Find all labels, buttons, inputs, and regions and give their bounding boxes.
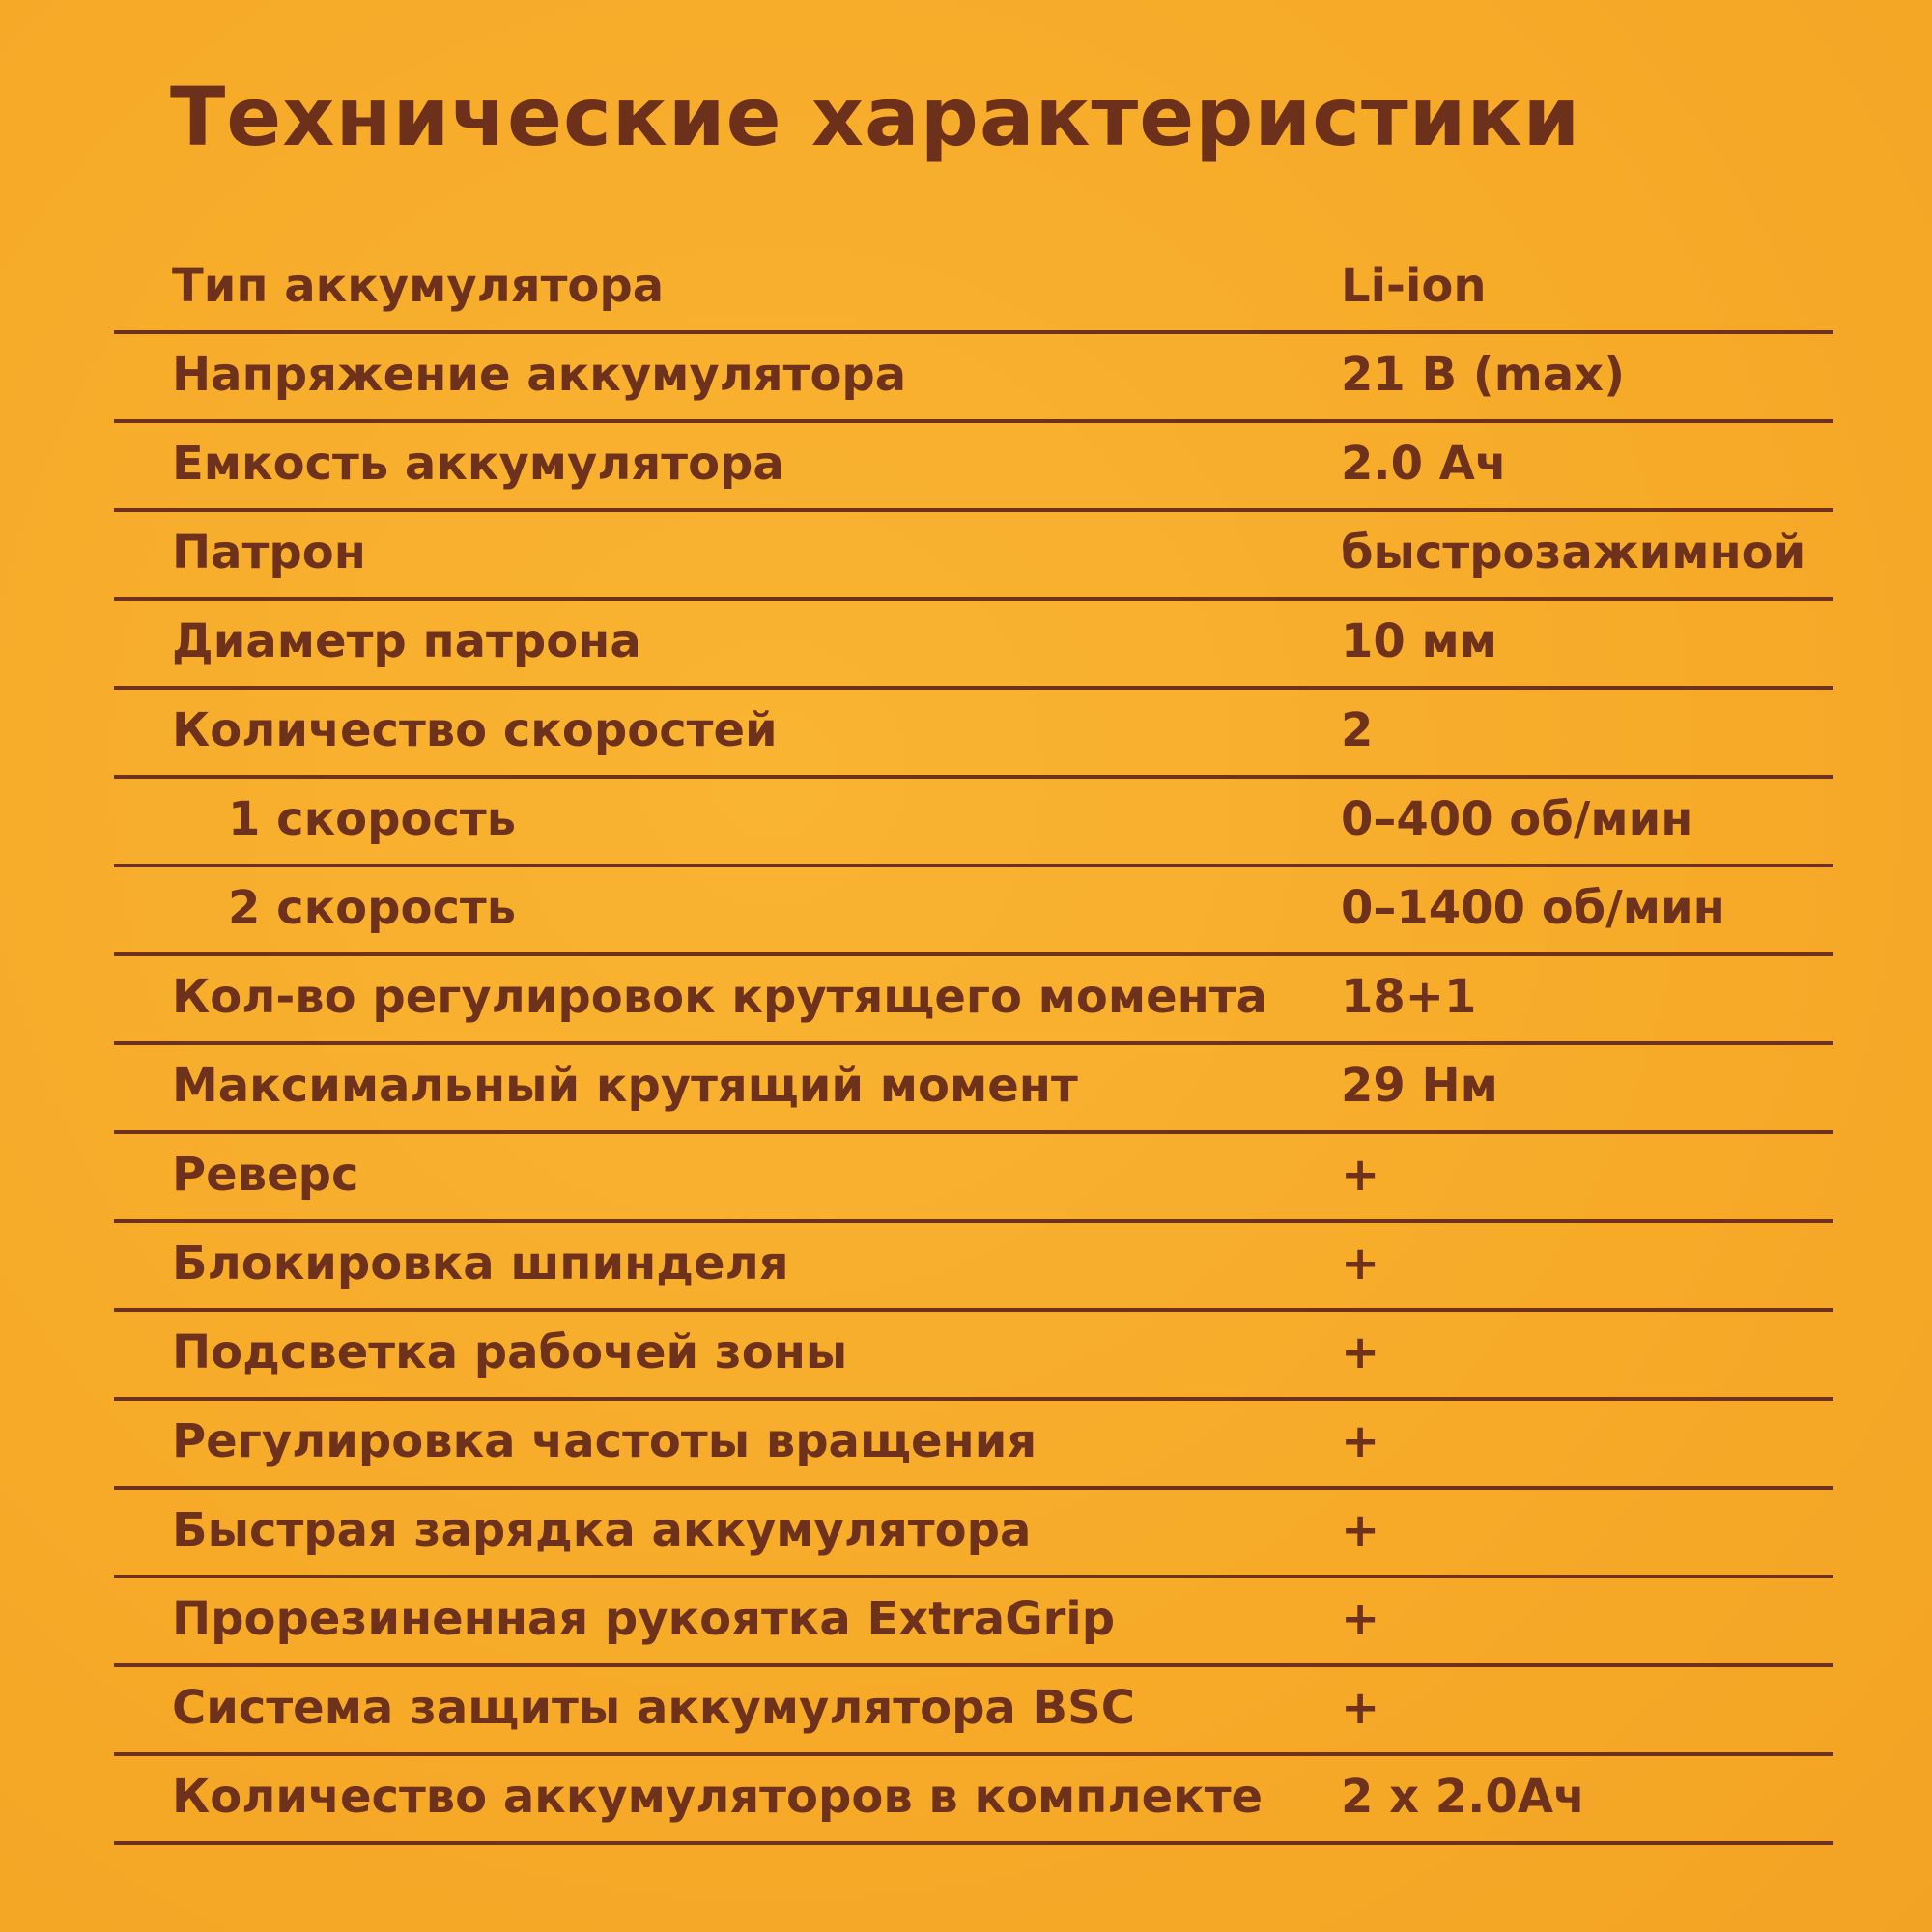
spec-label: Реверс: [172, 1148, 359, 1202]
spec-value: +: [1341, 1236, 1380, 1291]
spec-label: Система защиты аккумулятора BSC: [172, 1681, 1135, 1735]
spec-label: Быстрая зарядка аккумулятора: [172, 1503, 1032, 1557]
spec-table: [114, 245, 1833, 1845]
spec-label: Количество аккумуляторов в комплекте: [172, 1770, 1264, 1824]
spec-value: 21 В (max): [1341, 348, 1626, 402]
spec-row-chuck: [114, 512, 1833, 601]
spec-value: +: [1341, 1414, 1380, 1468]
spec-value: +: [1341, 1681, 1380, 1735]
spec-value: +: [1341, 1592, 1380, 1646]
spec-label: Напряжение аккумулятора: [172, 348, 907, 402]
spec-value: быстрозажимной: [1341, 526, 1806, 580]
spec-row-battery-protection: [114, 1667, 1833, 1756]
spec-label: Подсветка рабочей зоны: [172, 1325, 848, 1379]
spec-value: 0–400 об/мин: [1341, 792, 1693, 846]
spec-label: Тип аккумулятора: [172, 259, 665, 313]
spec-row-reverse: [114, 1134, 1833, 1223]
spec-label: Емкость аккумулятора: [172, 437, 784, 491]
spec-value: 18+1: [1341, 970, 1477, 1024]
spec-label: Кол-во регулировок крутящего момента: [172, 970, 1268, 1024]
spec-value: Li-ion: [1341, 259, 1487, 313]
spec-label: Блокировка шпинделя: [172, 1236, 789, 1291]
spec-value: 29 Нм: [1341, 1059, 1498, 1113]
spec-label: Патрон: [172, 526, 366, 580]
spec-value: +: [1341, 1148, 1380, 1202]
spec-row-rubber-grip: [114, 1578, 1833, 1667]
spec-value: 0–1400 об/мин: [1341, 881, 1725, 935]
spec-row-battery-voltage: [114, 334, 1833, 423]
spec-value: +: [1341, 1503, 1380, 1557]
spec-value: +: [1341, 1325, 1380, 1379]
page-title: Технические характеристики: [170, 70, 1581, 164]
spec-label: Регулировка частоты вращения: [172, 1414, 1037, 1468]
spec-row-battery-capacity: [114, 423, 1833, 512]
spec-row-battery-type: [114, 245, 1833, 334]
spec-row-speed-1: [114, 779, 1833, 867]
spec-label: 1 скорость: [228, 792, 517, 846]
spec-row-spindle-lock: [114, 1223, 1833, 1312]
spec-value: 10 мм: [1341, 614, 1497, 668]
spec-label: 2 скорость: [228, 881, 517, 935]
spec-value: 2.0 Ач: [1341, 437, 1507, 491]
spec-row-speed-count: [114, 690, 1833, 779]
spec-label: Количество скоростей: [172, 703, 778, 757]
spec-value: 2: [1341, 703, 1374, 757]
spec-value: 2 х 2.0Ач: [1341, 1770, 1585, 1824]
spec-row-torque-settings: [114, 956, 1833, 1045]
spec-row-battery-count: [114, 1756, 1833, 1845]
spec-row-max-torque: [114, 1045, 1833, 1134]
spec-row-speed-2: [114, 867, 1833, 956]
spec-label: Максимальный крутящий момент: [172, 1059, 1078, 1113]
spec-row-chuck-diameter: [114, 601, 1833, 690]
spec-row-fast-charge: [114, 1490, 1833, 1578]
spec-row-work-light: [114, 1312, 1833, 1401]
spec-label: Прорезиненная рукоятка ExtraGrip: [172, 1592, 1116, 1646]
spec-row-speed-control: [114, 1401, 1833, 1490]
spec-label: Диаметр патрона: [172, 614, 641, 668]
